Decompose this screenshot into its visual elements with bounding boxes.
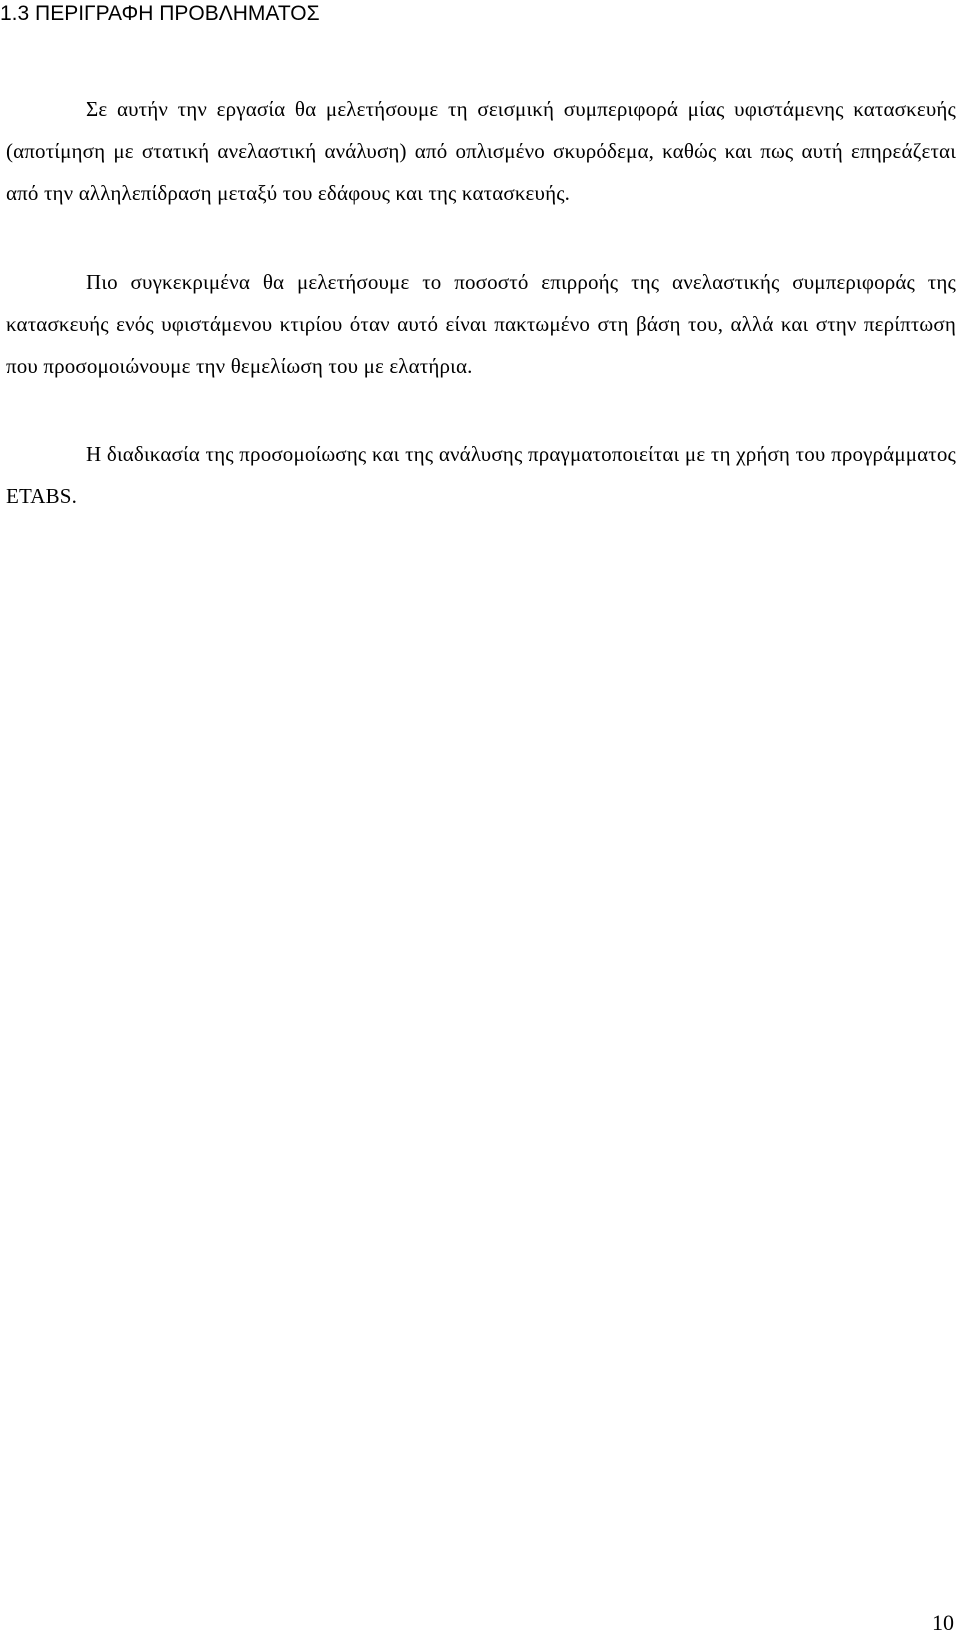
page-number: 10 [932,1610,954,1635]
paragraph-software: Η διαδικασία της προσομοίωσης και της ανάλυσης πραγματοποιείται με τη χρήση του προγράμματος ETABS. [6,442,956,508]
paragraph-intro: Σε αυτήν την εργασία θα μελετήσουμε τη σεισμική συμπεριφορά μίας υφιστάμενης κατασκευής (αποτίμηση με στατική ανελαστική ανάλυση) από οπλισμένο σκυρόδεμα, καθώς και πως αυτή επηρεάζεται από την αλληλεπίδραση μεταξύ του εδάφους και της κατασκευής. [6,97,956,205]
paragraph-details: Πιο συγκεκριμένα θα μελετήσουμε το ποσοστό επιρροής της ανελαστικής συμπεριφοράς της κατασκευής ενός υφιστάμενου κτιρίου όταν αυτό είναι πακτωμένο στη βάση του, αλλά και στην περίπτωση που προσομοιώνουμε την θεμελίωση του με ελατήρια. [6,270,956,378]
section-title: 1.3 ΠΕΡΙΓΡΑΦΗ ΠΡΟΒΛΗΜΑΤΟΣ [0,2,320,25]
